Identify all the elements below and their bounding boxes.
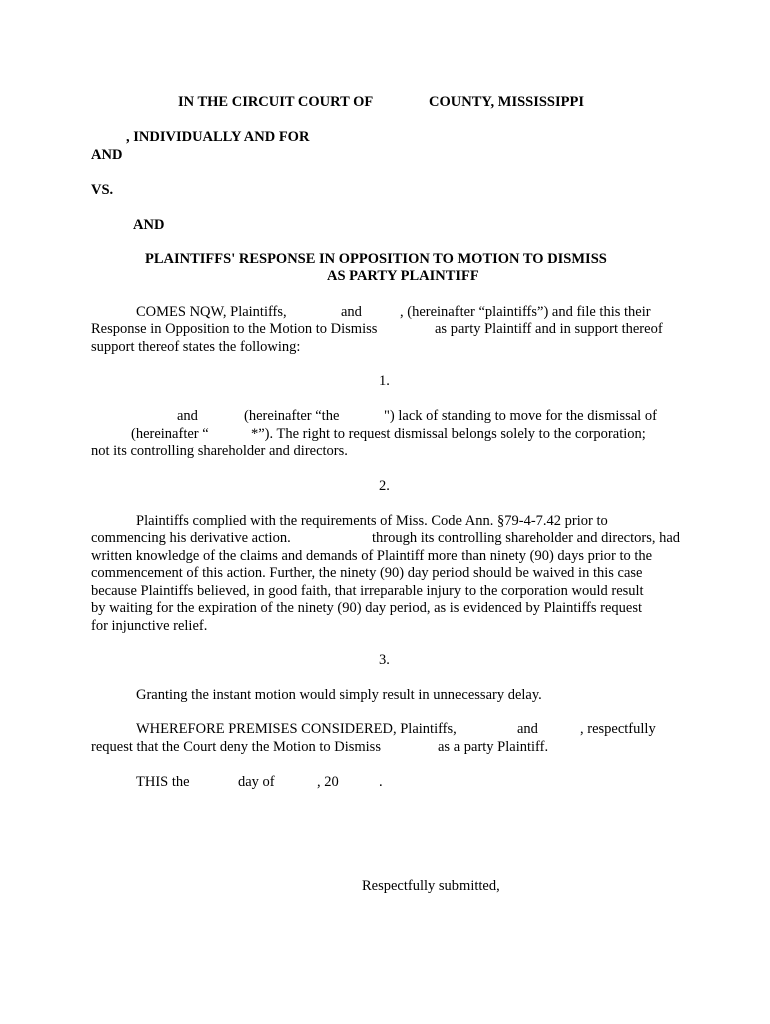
- section-number: 2.: [379, 478, 390, 494]
- section-number: 1.: [379, 373, 390, 389]
- section-2-text: written knowledge of the claims and demands of Plaintiff more than ninety (90) days prior to the: [91, 548, 653, 564]
- section-2-text: commencing his derivative action.: [91, 530, 291, 546]
- caption-versus: VS.: [91, 182, 114, 198]
- section-1-text: (hereinafter “: [131, 426, 209, 442]
- wherefore-text: request that the Court deny the Motion to Dismiss: [91, 739, 381, 755]
- section-2-text: for injunctive relief.: [91, 618, 208, 634]
- caption-defendant-and: AND: [133, 217, 165, 233]
- dated-line-text: day of: [238, 774, 275, 790]
- section-2-text: because Plaintiffs believed, in good faith, that irreparable injury to the corporation would result: [91, 583, 644, 599]
- wherefore-text: as a party Plaintiff.: [438, 739, 549, 755]
- section-3-text: Granting the instant motion would simply result in unnecessary delay.: [136, 687, 542, 703]
- intro-text: support thereof states the following:: [91, 339, 301, 355]
- section-1-text: ") lack of standing to move for the dismissal of: [384, 408, 657, 424]
- intro-text: as party Plaintiff and in support thereof: [435, 321, 663, 337]
- wherefore-text: and: [517, 721, 538, 737]
- section-2-text: through its controlling shareholder and directors, had: [372, 530, 681, 546]
- section-2-text: commencement of this action. Further, the ninety (90) day period should be waived in this case: [91, 565, 643, 581]
- court-heading: IN THE CIRCUIT COURT OF: [178, 94, 374, 110]
- intro-text: Response in Opposition to the Motion to Dismiss: [91, 321, 378, 337]
- section-1-text: not its controlling shareholder and directors.: [91, 443, 348, 459]
- county-heading: COUNTY, MISSISSIPPI: [429, 94, 584, 110]
- closing-text: Respectfully submitted,: [362, 878, 500, 894]
- section-2-text: by waiting for the expiration of the ninety (90) day period, as is evidenced by Plaintiffs request: [91, 600, 642, 616]
- dated-line-text: , 20: [317, 774, 339, 790]
- intro-text: COMES NQW, Plaintiffs,: [136, 304, 287, 320]
- wherefore-text: , respectfully: [580, 721, 656, 737]
- intro-text: , (hereinafter “plaintiffs”) and file this their: [400, 304, 651, 320]
- document-title-line-1: PLAINTIFFS' RESPONSE IN OPPOSITION TO MOTION TO DISMISS: [145, 251, 607, 267]
- dated-line-text: THIS the: [136, 774, 190, 790]
- wherefore-text: WHEREFORE PREMISES CONSIDERED, Plaintiffs,: [136, 721, 457, 737]
- dated-line-text: .: [379, 774, 383, 790]
- section-number: 3.: [379, 652, 390, 668]
- caption-plaintiff-line: , INDIVIDUALLY AND FOR: [126, 129, 310, 145]
- document-title-line-2: AS PARTY PLAINTIFF: [327, 268, 479, 284]
- section-1-text: *”). The right to request dismissal belongs solely to the corporation;: [251, 426, 646, 442]
- section-1-text: (hereinafter “the: [244, 408, 340, 424]
- section-2-text: Plaintiffs complied with the requirements of Miss. Code Ann. §79-4-7.42 prior to: [136, 513, 608, 529]
- section-1-text: and: [177, 408, 198, 424]
- intro-text: and: [341, 304, 362, 320]
- caption-and: AND: [91, 147, 123, 163]
